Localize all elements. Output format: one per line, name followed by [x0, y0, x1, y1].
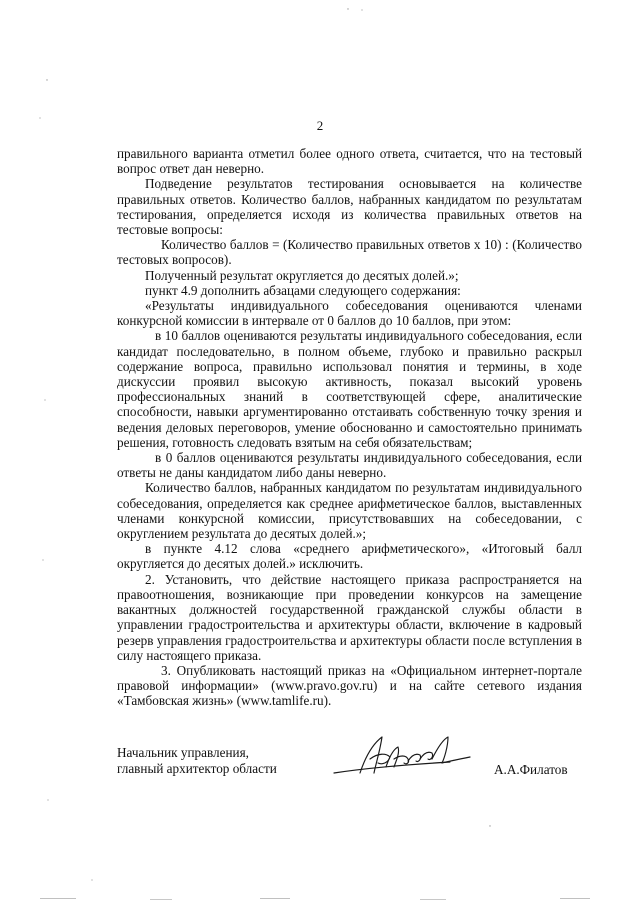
paragraph: 3. Опубликовать настоящий приказ на «Официальном интернет-портале правовой информации» (www.pravo.gov.ru) и на сайте сетевого издания «Тамбовская жизнь» (www.tamlife.ru). — [117, 662, 582, 709]
paragraph: Полученный результат округляется до десятых долей.»; — [145, 267, 459, 283]
paragraph: 2. Установить, что действие настоящего приказа распространяется на правоотношения, возникающие при проведении конкурсов на замещение вакантных должностей государственной гражданской службы области в управлении градостроительства и архитектуры области, включение в кадровый резерв управления градостроительства и архитектуры области после вступления в силу настоящего приказа. — [117, 571, 582, 663]
paragraph: Количество баллов, набранных кандидатом по результатам индивидуального собеседования, определяется как среднее арифметическое баллов, выставленных членами конкурсной комиссии, присутствовавших на собеседовании, с округлением результата до десятых долей.»; — [117, 480, 582, 542]
handwritten-signature — [330, 729, 480, 785]
signer-position-line2: главный архитектор области — [117, 760, 277, 776]
signature-block — [117, 745, 587, 776]
paragraph: «Результаты индивидуального собеседования оцениваются членами конкурсной комиссии в интервале от 0 баллов до 10 баллов, при этом: — [117, 298, 582, 329]
paragraph: пункт 4.9 дополнить абзацами следующего содержания: — [145, 282, 461, 298]
paragraph: правильного варианта отметил более одного ответа, считается, что на тестовый вопрос ответ дан неверно. — [117, 146, 582, 177]
formula-paragraph: Количество баллов = (Количество правильных ответов x 10) : (Количество тестовых вопросов). — [117, 237, 582, 268]
paragraph: в 0 баллов оцениваются результаты индивидуального собеседования, если ответы не даны кандидатом либо даны неверно. — [117, 450, 582, 481]
document-body — [117, 146, 582, 709]
page-number: 2 — [316, 118, 324, 133]
signer-name: А.А.Филатов — [494, 762, 568, 777]
paragraph: в пункте 4.12 слова «среднего арифметического», «Итоговый балл округляется до десятых долей.» исключить. — [117, 541, 582, 572]
signer-position-line1: Начальник управления, — [117, 745, 249, 760]
paragraph: Подведение результатов тестирования основывается на количестве правильных ответов. Количество баллов, набранных кандидатом по результатам тестирования, определяется исходя из количества правильных ответов на тестовые вопросы: — [117, 176, 582, 238]
paragraph: в 10 баллов оцениваются результаты индивидуального собеседования, если кандидат последовательно, в полном объеме, глубоко и правильно раскрыл содержание вопроса, правильно использовал понятия и термины, в ходе дискуссии проявил высокую активность, показал высокий уровень профессиональных знаний в соответствующей сфере, аналитические способности, навыки аргументированно отстаивать собственную точку зрения и ведения деловых переговоров, умение обоснованно и самостоятельно принимать решения, готовность следовать взятым на себя обязательствам; — [117, 328, 582, 450]
